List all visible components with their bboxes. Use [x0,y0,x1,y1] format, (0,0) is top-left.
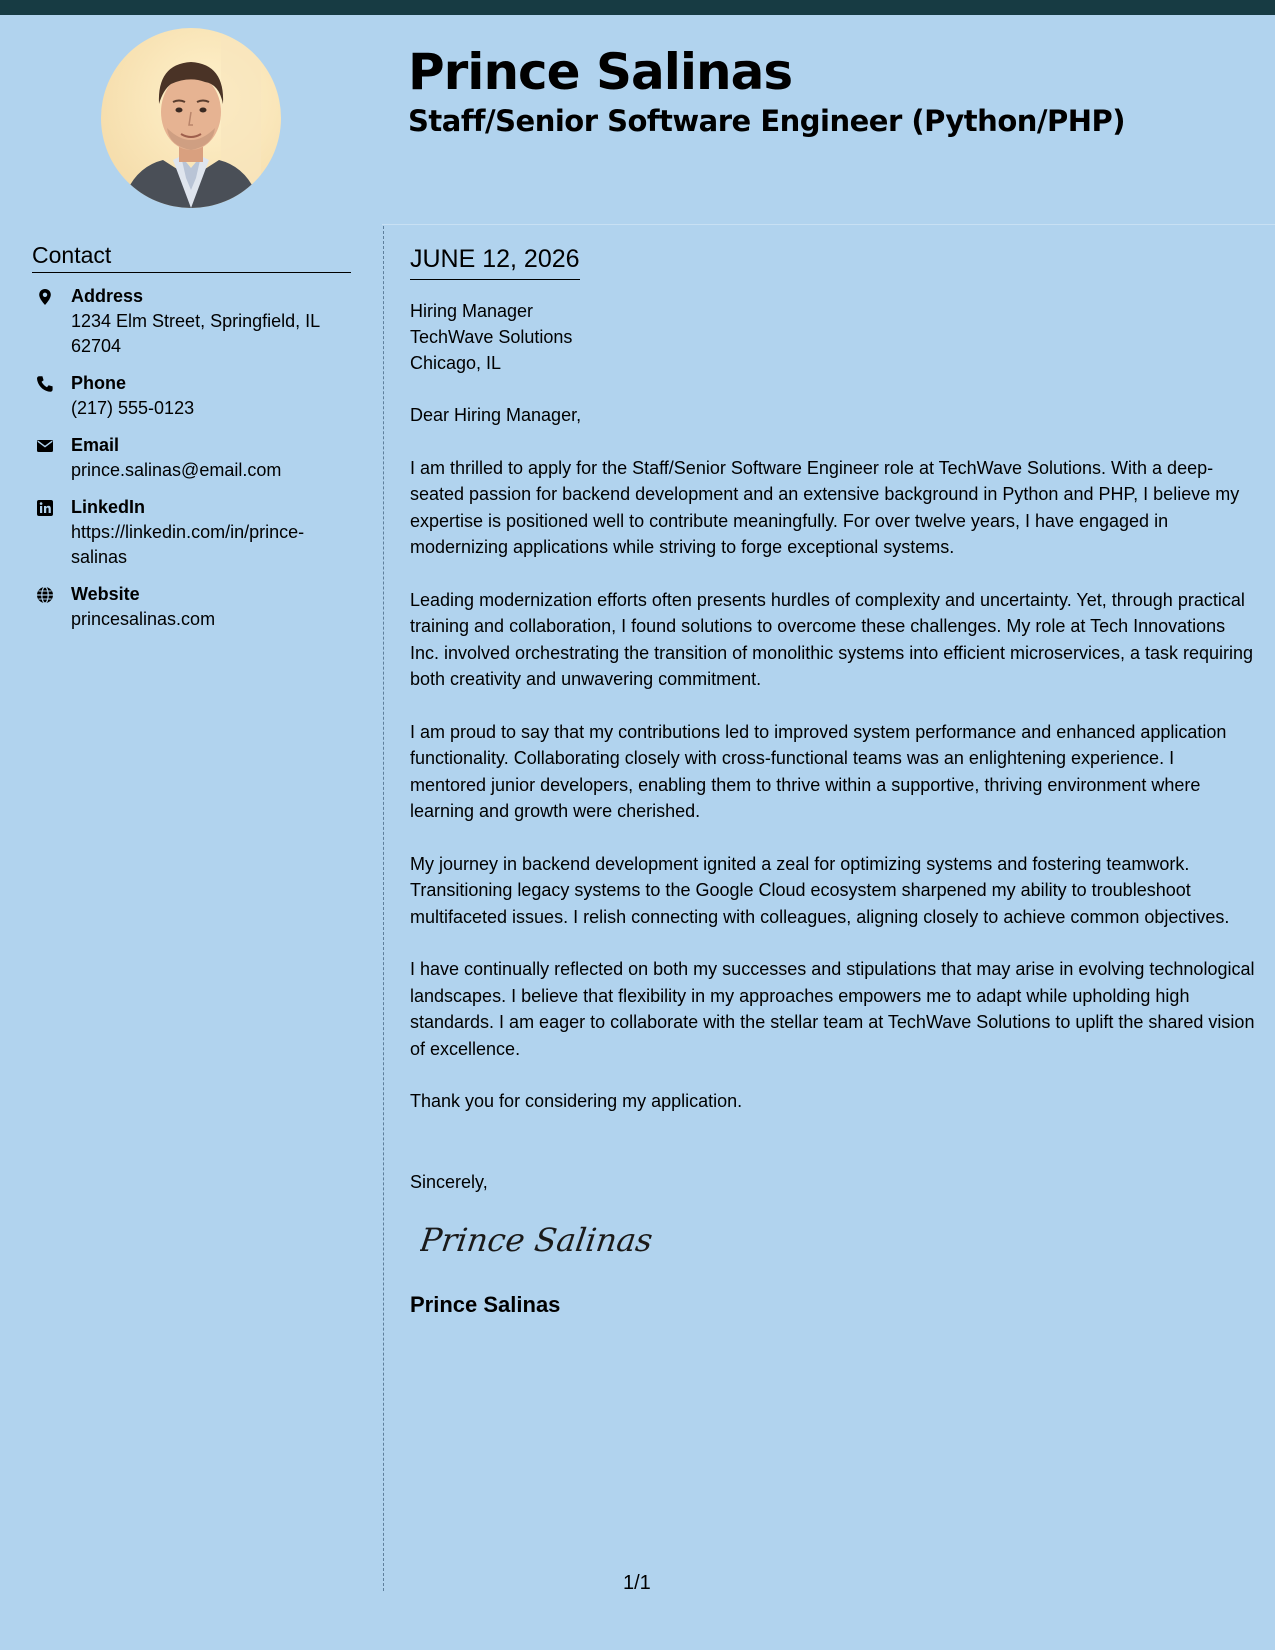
page-number: 1/1 [623,1572,651,1594]
column-divider [383,226,384,1591]
profile-photo [101,28,281,208]
recipient-line: Hiring Manager [410,301,534,321]
contact-sidebar [32,240,351,644]
phone-icon [36,375,54,393]
linkedin-value[interactable]: https://linkedin.com/in/prince-salinas [71,522,305,567]
contact-label: LinkedIn [71,497,146,517]
contact-label: Phone [71,373,127,393]
globe-icon [36,586,54,604]
contact-website [32,582,351,632]
job-title: Staff/Senior Software Engineer (Python/PHP) [408,104,1126,138]
contact-linkedin [32,495,351,570]
recipient-line: Chicago, IL [410,353,502,373]
contact-label: Address [71,286,144,306]
contact-phone [32,371,351,421]
address-value: 1234 Elm Street, Springfield, IL 62704 [71,311,320,356]
signer-name: Prince Salinas [410,1291,561,1317]
contact-list [32,284,351,632]
contact-heading: Contact [32,240,351,273]
body-paragraph: I have continually reflected on both my successes and stipulations that may arise in evolving technological landscapes. I believe that flexibility in my approaches empowers me to adapt while upholding high standards. I am eager to collaborate with the stellar team at TechWave Solutions to uplift the shared vision of excellence. [410,959,1255,1059]
letter-date: JUNE 12, 2026 [410,243,580,280]
linkedin-icon [36,499,54,517]
recipient-block [410,298,1255,376]
website-value[interactable]: princesalinas.com [71,609,216,629]
handwritten-signature [420,1213,680,1263]
header-divider [382,224,1275,225]
contact-label: Website [71,584,140,604]
sign-off: Sincerely, [410,1171,488,1192]
top-bar [0,0,1275,15]
envelope-icon [36,437,54,455]
svg-text:Prince Salinas: Prince Salinas [420,1220,656,1259]
closing-line: Thank you for considering my application. [410,1091,743,1111]
map-pin-icon [36,288,54,306]
body-paragraph: Leading modernization efforts often presents hurdles of complexity and uncertainty. Yet, through practical training and collaboration, I found solutions to overcome these challenges. My role at Tech Innovations Inc. involved orchestrating the transition of monolithic systems into efficient microservices, a task requiring both creativity and unwavering commitment. [410,589,1254,689]
body-paragraph: I am thrilled to apply for the Staff/Senior Software Engineer role at TechWave Solutions. With a deep-seated passion for backend development and an extensive background in Python and PHP, I believe my expertise is positioned well to contribute meaningfully. For over twelve years, I have engaged in modernizing applications while striving to forge exceptional systems. [410,457,1240,557]
salutation: Dear Hiring Manager, [410,405,582,425]
body-paragraph: I am proud to say that my contributions led to improved system performance and enhanced application functionality. Collaborating closely with cross-functional teams was an enlightening experience. I mentored junior developers, enabling them to thrive within a supportive, thriving environment where learning and growth were cherished. [410,721,1227,821]
contact-email [32,433,351,483]
applicant-name: Prince Salinas [408,43,793,101]
recipient-line: TechWave Solutions [410,327,573,347]
email-value[interactable]: prince.salinas@email.com [71,460,282,480]
phone-value: (217) 555-0123 [71,398,195,418]
letter-body [410,243,1255,1320]
contact-label: Email [71,435,120,455]
body-paragraph: My journey in backend development ignited a zeal for optimizing systems and fostering teamwork. Transitioning legacy systems to the Google Cloud ecosystem sharpened my ability to troubleshoot multifaceted issues. I relish connecting with colleagues, aligning closely to achieve common objectives. [410,853,1230,927]
contact-address [32,284,351,359]
